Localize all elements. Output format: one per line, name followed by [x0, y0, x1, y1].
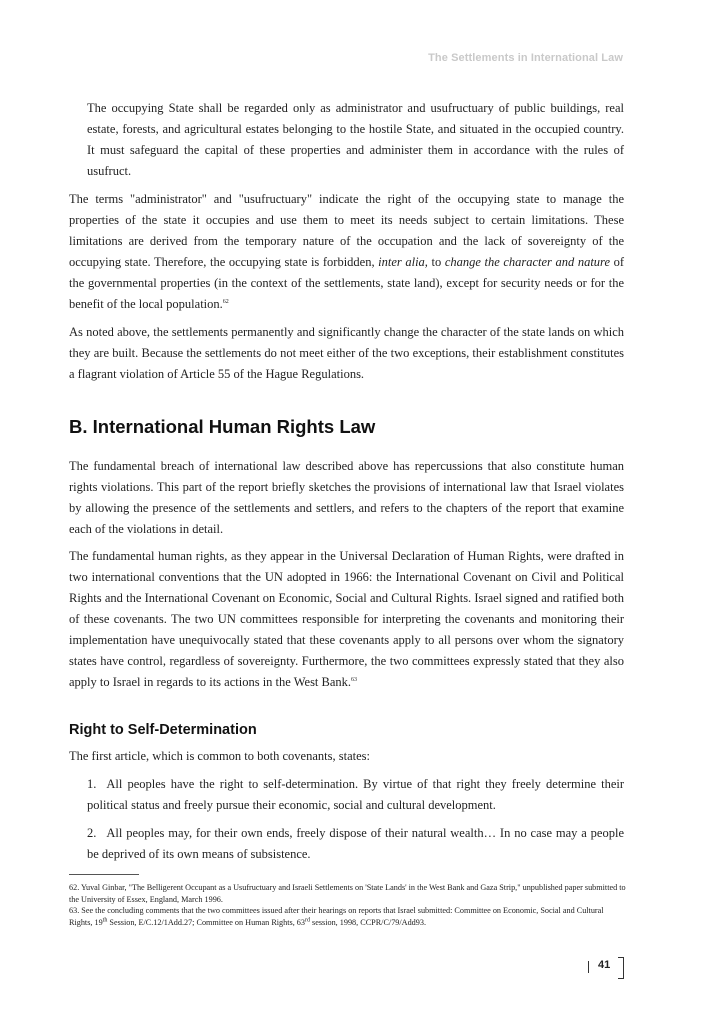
- footnote-reference-63[interactable]: 63: [351, 676, 358, 683]
- ordinal-suffix: th: [102, 916, 108, 923]
- page-number-bracket: [618, 957, 624, 979]
- ordinal-suffix: rd: [304, 916, 310, 923]
- footnote-text: Session, E/C.12/1Add.27; Committee on Human Rights, 63: [107, 917, 305, 927]
- footnote-reference-62[interactable]: 62: [222, 298, 229, 305]
- emphasis-change-character: change the character and nature: [444, 255, 610, 269]
- page-number: 41: [598, 959, 611, 971]
- list-item-text: All peoples have the right to self-determination. By virtue of that right they freely determine their political status and freely pursue their economic, social and cultural development.: [87, 777, 624, 812]
- paragraph-first-article: The first article, which is common to both covenants, states:: [69, 749, 370, 763]
- footnotes: [69, 882, 629, 928]
- footnote-divider: [69, 874, 139, 875]
- paragraph-text: to: [427, 255, 445, 269]
- running-header: The Settlements in International Law: [428, 52, 623, 64]
- paragraph-text: The terms "administrator" and "usufructuary" indicate the right of the occupying state to manage the properties of the state it occupies and use them to meet its needs subject to certain limitations. These limitations are derived from the temporary nature of the occupation and the lack of sovereignty of the occupying state. Therefore, the occupying state is forbidden,: [69, 192, 624, 269]
- list-item-number: 1.: [87, 777, 97, 791]
- list-item-1: [69, 774, 624, 816]
- list-item-2: [69, 823, 624, 865]
- page-number-block: [588, 958, 628, 980]
- block-quote-hague: The occupying State shall be regarded only as administrator and usufructuary of public buildings, real estate, forests, and agricultural estates belonging to the hostile State, and situated in the occupied country. It must safeguard the capital of these properties and administer them in accordance with the rules of usufruct.: [87, 101, 624, 178]
- footnote-text: 63. See the concluding comments that the two committees issued after their hearings on reports that Israel submitted: Committee on Economic, Social and Cultural Rights, 19: [69, 906, 604, 927]
- footnote-text: session, 1998, CCPR/C/79/Add93.: [309, 917, 426, 927]
- footnote-63: [69, 905, 629, 928]
- paragraph-text: The fundamental human rights, as they appear in the Universal Declaration of Human Rights, were drafted in two international conventions that the UN adopted in 1966: the International Covenant on Civil and Political Rights and the International Covenant on Economic, Social and Cultural Rights. Israel signed and ratified both of these covenants. The two UN committees responsible for interpreting the covenants and monitoring their implementation have unequivocally stated that these covenants apply to all persons over whom the signatory states have control, regardless of sovereignty. Furthermore, the two committees expressly stated that they also apply to Israel in regards to its actions in the West Bank.: [69, 549, 624, 689]
- paragraph-administrator-usufructuary: [69, 189, 624, 315]
- subsection-heading-self-determination: Right to Self-Determination: [69, 722, 257, 738]
- footnote-62: 62. Yuval Ginbar, "The Belligerent Occupant as a Usufructuary and Israeli Settlements on 'State Lands' in the West Bank and Gaza Strip," unpublished paper submitted to the University of Essex, England, March 1996.: [69, 883, 626, 904]
- paragraph-covenants: [69, 546, 624, 693]
- paragraph-fundamental-breach: The fundamental breach of international law described above has repercussions that also constitute human rights violations. This part of the report briefly sketches the provisions of international law that Israel violates by allowing the presence of the settlements and settlers, and refers to the chapters of the report that examine each of the violations in detail.: [69, 459, 624, 536]
- list-item-number: 2.: [87, 826, 97, 840]
- emphasis-inter-alia: inter alia,: [378, 255, 428, 269]
- paragraph-settlements-violation: As noted above, the settlements permanently and significantly change the character of the state lands on which they are built. Because the settlements do not meet either of the two exceptions, their establishment constitutes a flagrant violation of Article 55 of the Hague Regulations.: [69, 325, 624, 381]
- list-item-text: All peoples may, for their own ends, freely dispose of their natural wealth… In no case may a people be deprived of its own means of subsistence.: [87, 826, 624, 861]
- body-content: [69, 98, 624, 865]
- page-number-divider: [588, 961, 589, 973]
- section-heading-human-rights: B. International Human Rights Law: [69, 416, 376, 437]
- paragraph-text: of the governmental properties (in the context of the settlements, state land), except for security needs or for the benefit of the local population.: [69, 255, 624, 311]
